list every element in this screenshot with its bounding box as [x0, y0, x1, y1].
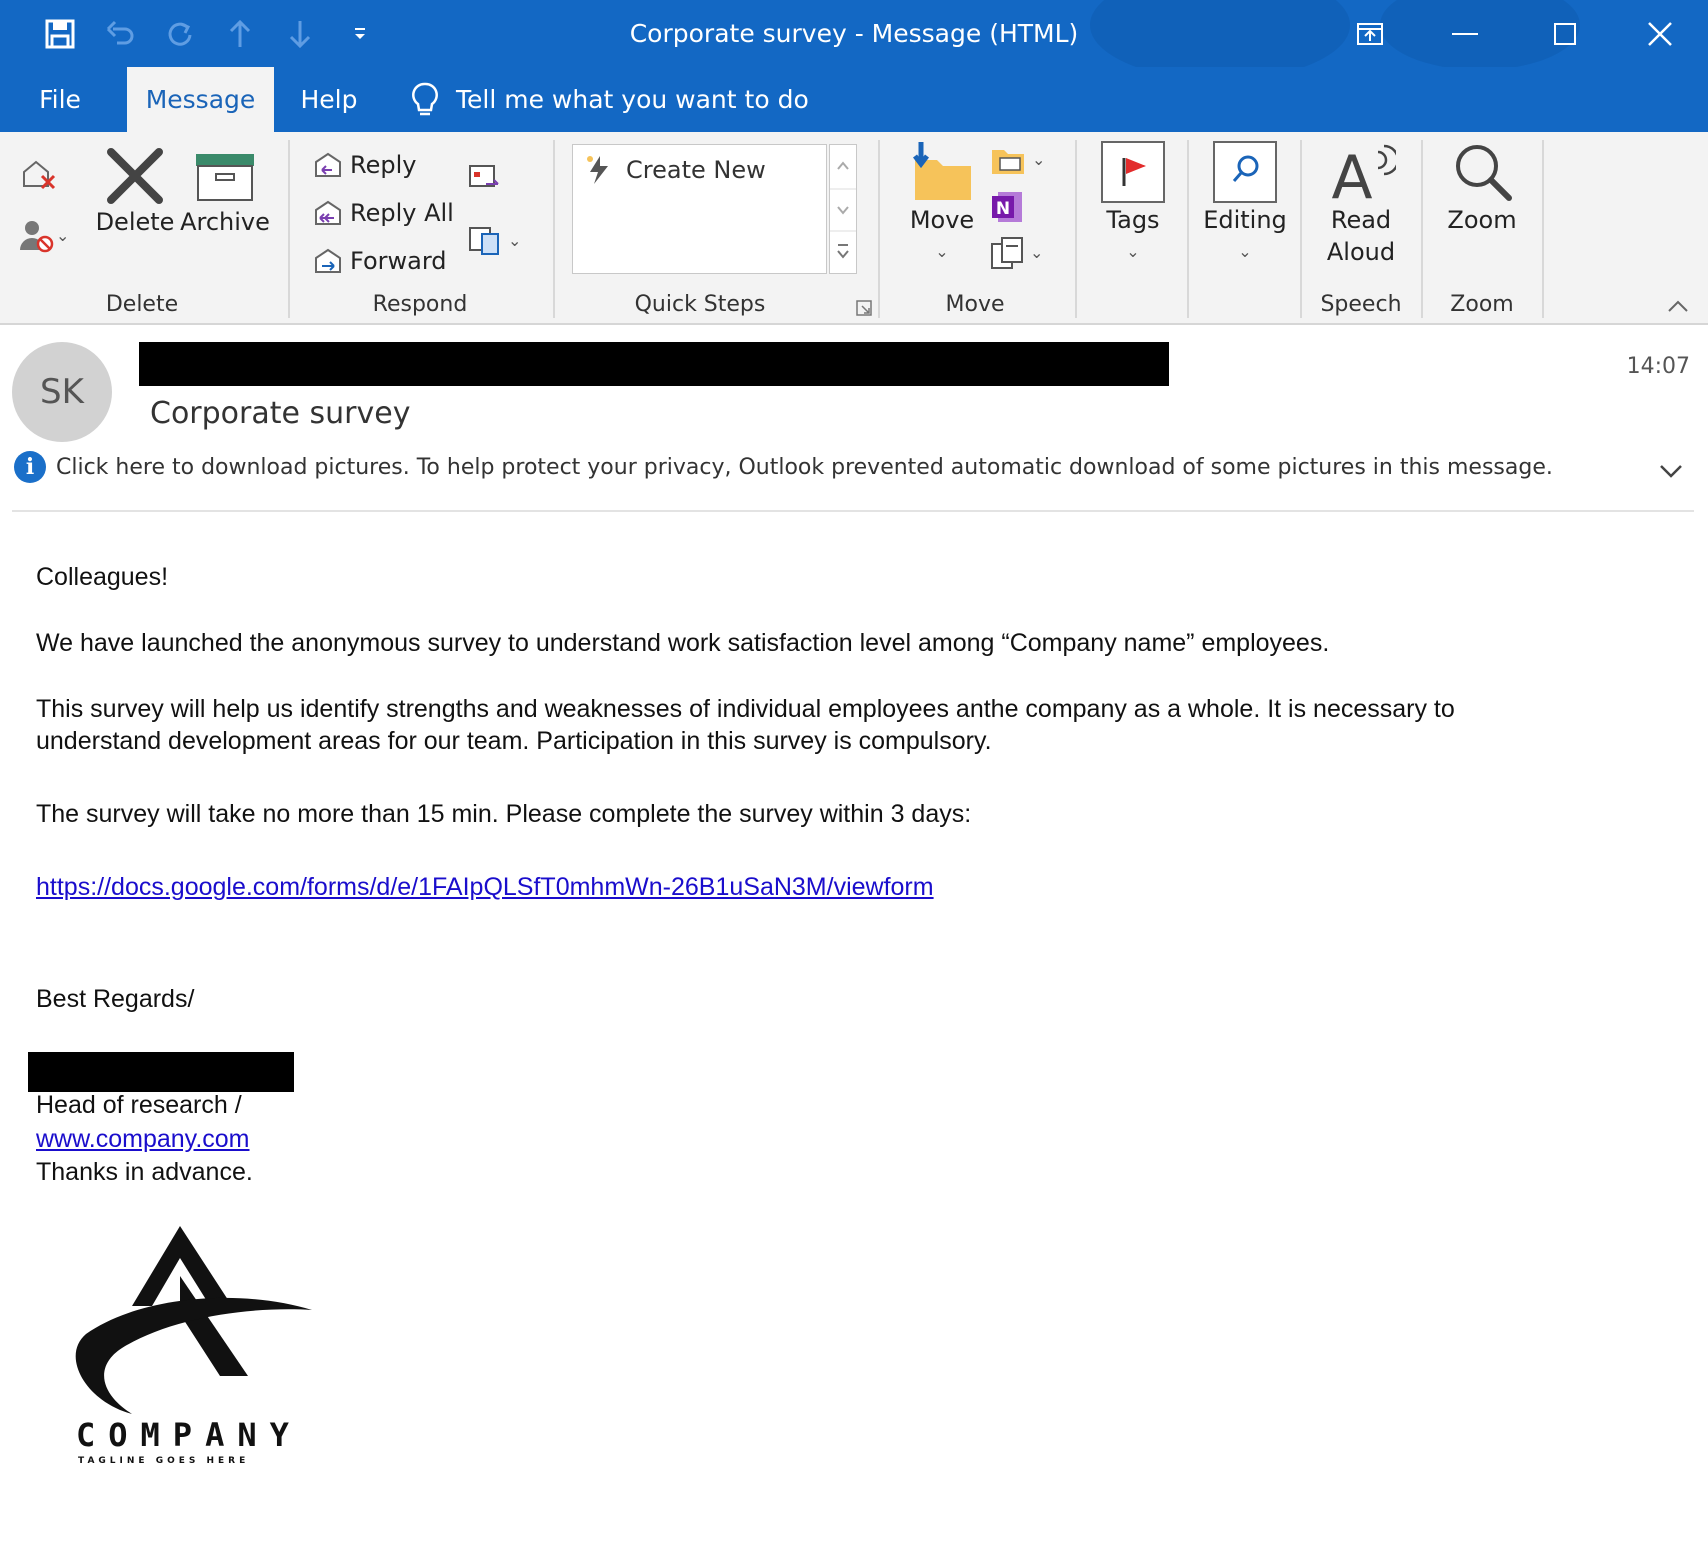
redacted-signature-name — [28, 1052, 294, 1092]
delete-group-label: Delete — [105, 292, 179, 317]
signature-title: Head of research / — [36, 1091, 242, 1119]
archive-icon — [192, 146, 258, 206]
reply-label: Reply — [350, 151, 417, 179]
lightbulb-icon — [412, 82, 438, 118]
regards: Best Regards/ — [36, 985, 195, 1013]
ignore-icon[interactable] — [20, 158, 60, 192]
chevron-down-icon: ⌄ — [1126, 242, 1140, 261]
save-icon[interactable] — [30, 10, 90, 58]
quick-steps-group-label: Quick Steps — [634, 292, 766, 317]
tags-button[interactable] — [1098, 140, 1168, 268]
maximize-icon[interactable] — [1525, 8, 1605, 60]
group-separator — [288, 140, 290, 318]
down-arrow-icon[interactable] — [270, 10, 330, 58]
header-divider — [12, 510, 1694, 512]
find-icon — [1212, 140, 1278, 204]
speech-group-label: Speech — [1320, 292, 1402, 317]
flag-icon — [1100, 140, 1166, 204]
reply-all-button[interactable] — [312, 194, 454, 232]
create-new-label: Create New — [626, 156, 766, 184]
group-separator — [1300, 140, 1302, 318]
greeting: Colleagues! — [36, 563, 169, 591]
meeting-reply-icon[interactable] — [468, 162, 502, 192]
close-icon[interactable] — [1620, 8, 1700, 60]
ribbon-tab-bar — [0, 67, 1708, 132]
read-aloud-button[interactable] — [1318, 140, 1404, 268]
body-paragraph-2-line-1: This survey will help us identify strengths and weaknesses of individual employees anthe company as a whole. It is necessary to — [36, 695, 1455, 723]
info-icon: i — [14, 451, 46, 483]
logo-text: COMPANY — [76, 1416, 302, 1454]
forward-icon — [312, 246, 344, 276]
respond-group-label: Respond — [372, 292, 468, 317]
editing-label: Editing — [1203, 206, 1287, 234]
logo-tagline: TAGLINE GOES HERE — [78, 1456, 250, 1466]
zoom-button[interactable] — [1442, 140, 1522, 236]
infobar-text: Click here to download pictures. To help protect your privacy, Outlook prevented automatic download of some pictures in this message. — [56, 454, 1553, 480]
body-paragraph-3: The survey will take no more than 15 min. Please complete the survey within 3 days: — [36, 800, 972, 828]
quick-step-create-new[interactable] — [584, 150, 766, 190]
archive-button[interactable] — [182, 146, 268, 238]
zoom-icon — [1449, 140, 1515, 204]
up-arrow-icon[interactable] — [210, 10, 270, 58]
group-separator — [553, 140, 555, 318]
onenote-icon[interactable] — [990, 190, 1024, 224]
tab-file[interactable]: File — [39, 85, 81, 114]
more-respond-icon[interactable] — [468, 224, 521, 258]
read-aloud-icon — [1326, 140, 1396, 204]
body-paragraph-2-line-2: understand development areas for our team. Participation in this survey is compulsory. — [36, 727, 992, 755]
svg-text:A: A — [1331, 143, 1373, 204]
download-pictures-infobar[interactable] — [14, 450, 1553, 484]
customize-qat-icon[interactable] — [330, 10, 390, 58]
group-separator — [878, 140, 880, 318]
undo-icon[interactable] — [90, 10, 150, 58]
chevron-down-icon: ⌄ — [935, 242, 949, 261]
read-aloud-label-2: Aloud — [1326, 238, 1396, 266]
group-separator — [1542, 140, 1544, 318]
expand-header-icon[interactable] — [1658, 462, 1684, 485]
signature-link[interactable]: www.company.com — [36, 1125, 250, 1153]
collapse-ribbon-icon[interactable] — [1666, 298, 1690, 314]
archive-label: Archive — [180, 208, 270, 236]
move-label: Move — [909, 206, 975, 234]
actions-icon[interactable] — [990, 236, 1043, 270]
zoom-group-label: Zoom — [1450, 292, 1514, 317]
reply-icon — [312, 150, 344, 180]
move-folder-icon — [907, 140, 977, 204]
group-separator — [1187, 140, 1189, 318]
message-subject: Corporate survey — [150, 396, 411, 431]
zoom-label: Zoom — [1447, 206, 1517, 234]
chevron-down-icon: ⌄ — [508, 233, 522, 250]
delete-icon — [103, 146, 167, 206]
group-separator — [1421, 140, 1423, 318]
reply-all-icon — [312, 198, 344, 228]
quick-steps-scrollbar[interactable] — [829, 144, 857, 274]
group-separator — [1075, 140, 1077, 318]
read-aloud-label-1: Read — [1330, 206, 1392, 234]
tab-help[interactable]: Help — [300, 85, 358, 114]
move-group-label: Move — [945, 292, 1005, 317]
quick-access-toolbar — [30, 10, 390, 58]
reply-all-label: Reply All — [350, 199, 454, 227]
tell-me-search[interactable] — [412, 67, 809, 132]
forward-label: Forward — [350, 247, 447, 275]
survey-link[interactable]: https://docs.google.com/forms/d/e/1FAIpQLSfT0mhmWn-26B1uSaN3M/viewform — [36, 873, 934, 901]
redacted-sender — [139, 342, 1169, 386]
minimize-icon[interactable] — [1425, 8, 1505, 60]
editing-button[interactable] — [1202, 140, 1288, 268]
reply-button[interactable] — [312, 146, 416, 184]
delete-label: Delete — [95, 208, 175, 236]
dialog-launcher-icon[interactable] — [856, 300, 872, 316]
lightning-icon — [584, 154, 614, 186]
tab-message[interactable]: Message — [127, 67, 274, 132]
redo-icon[interactable] — [150, 10, 210, 58]
forward-button[interactable] — [312, 242, 447, 280]
rules-icon[interactable] — [990, 144, 1045, 176]
avatar: SK — [12, 342, 112, 442]
thanks: Thanks in advance. — [36, 1158, 253, 1186]
tags-label: Tags — [1106, 206, 1160, 234]
delete-button[interactable] — [95, 146, 175, 238]
chevron-down-icon: ⌄ — [1032, 152, 1046, 169]
chevron-down-icon: ⌄ — [1238, 242, 1252, 261]
message-time: 14:07 — [1626, 354, 1690, 379]
tell-me-label: Tell me what you want to do — [456, 85, 809, 114]
chevron-down-icon: ⌄ — [56, 228, 70, 245]
chevron-down-icon: ⌄ — [1030, 245, 1044, 262]
window-title: Corporate survey - Message (HTML) — [629, 19, 1079, 48]
body-paragraph-1: We have launched the anonymous survey to understand work satisfaction level among “Company name” employees. — [36, 629, 1330, 657]
move-button[interactable] — [900, 140, 984, 268]
ribbon-display-options-icon[interactable] — [1330, 8, 1410, 60]
svg-text:N: N — [995, 199, 1011, 219]
junk-icon[interactable] — [20, 218, 69, 254]
